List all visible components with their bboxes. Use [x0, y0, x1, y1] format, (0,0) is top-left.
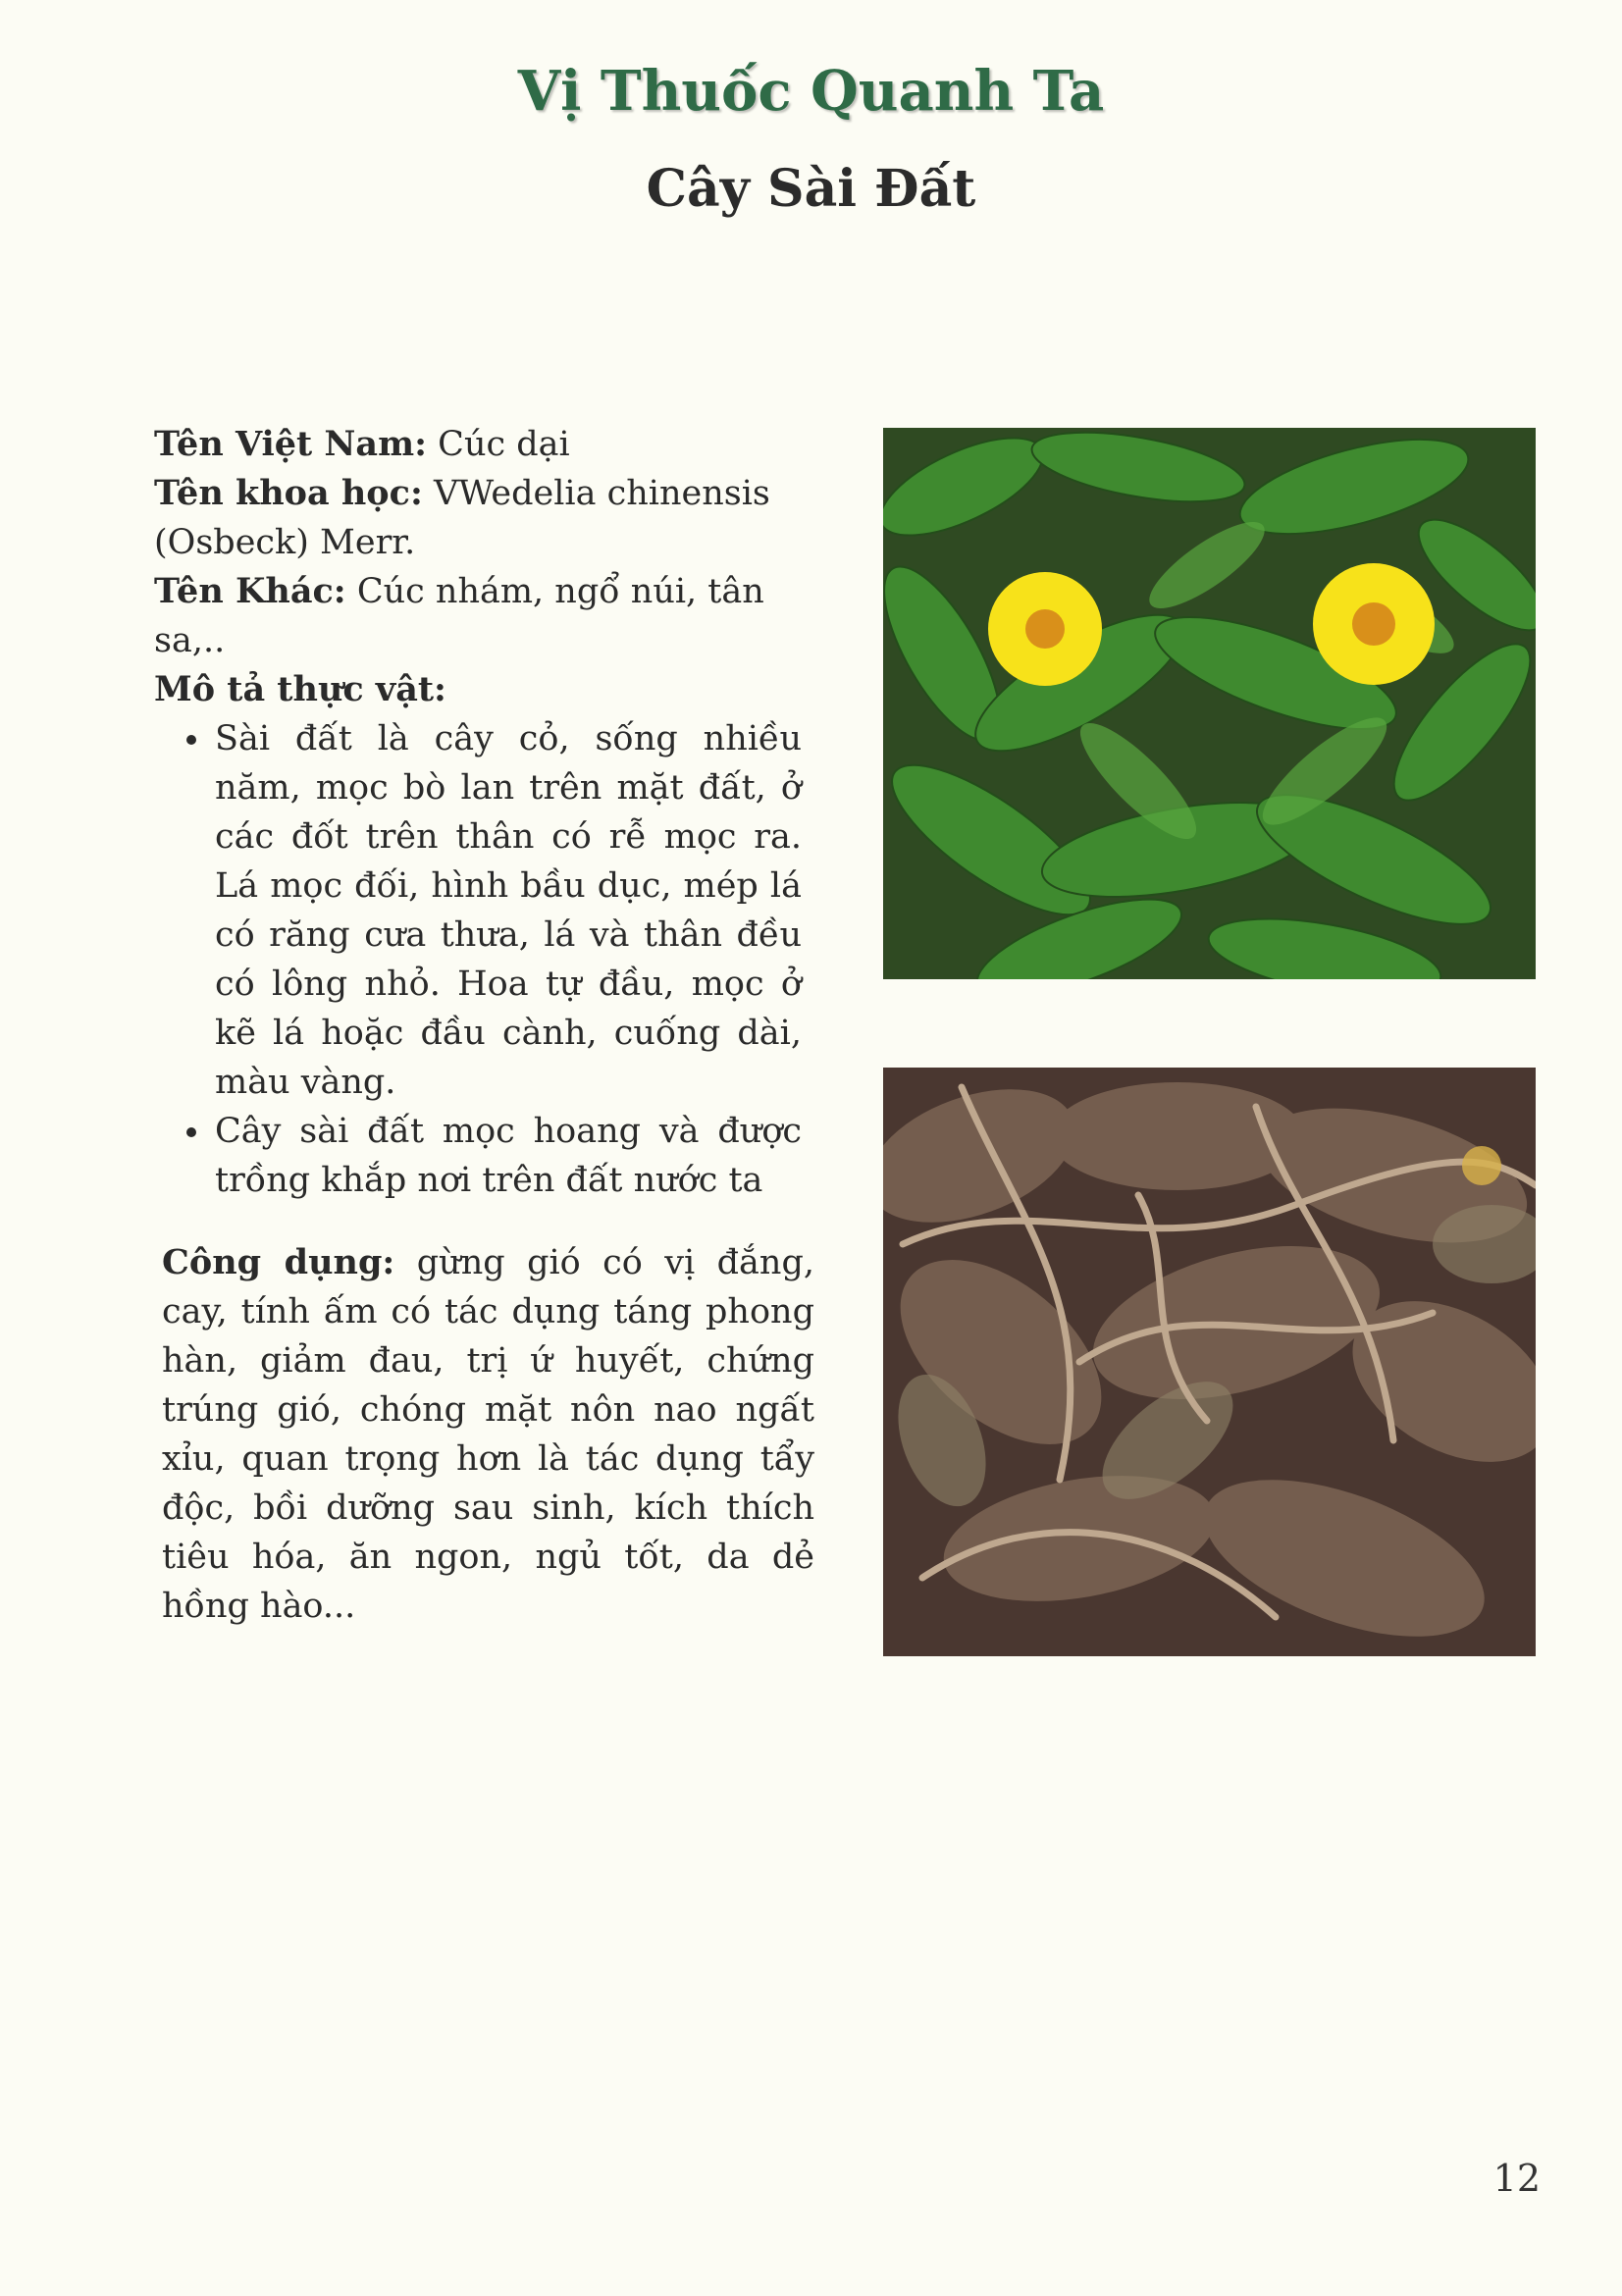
page-number: 12: [1492, 2157, 1541, 2200]
plant-info-section: [154, 420, 802, 1205]
uses-text: gừng gió có vị đắng, cay, tính ấm có tác dụng táng phong hàn, giảm đau, trị ứ huyết, chứng trúng gió, chóng mặt nôn nao ngất xỉu, quan trọng hơn là tác dụng tẩy độc, bồi dưỡng sau sinh, kích thích tiêu hóa, ăn ngon, ngủ tốt, da dẻ hồng hào...: [162, 1243, 814, 1626]
flower-left: [988, 572, 1102, 686]
vietnamese-name-value: Cúc dại: [427, 425, 570, 464]
plant-title: Cây Sài Đất: [646, 159, 976, 219]
vietnamese-name-label: Tên Việt Nam:: [154, 424, 428, 464]
fresh-plant-photo: [883, 428, 1536, 979]
flower-right: [1313, 563, 1435, 685]
scientific-name-value: VWedelia chinensis (Osbeck) Merr.: [154, 474, 770, 562]
dried-herb-photo: [883, 1068, 1536, 1656]
description-item: • Cây sài đất mọc hoang và được trồng khắp nơi trên đất nước ta: [213, 1107, 802, 1205]
description-item: • Sài đất là cây cỏ, sống nhiều năm, mọc bò lan trên mặt đất, ở các đốt trên thân có rễ mọc ra. Lá mọc đối, hình bầu dục, mép lá có răng cưa thưa, lá và thân đều có lông nhỏ. Hoa tự đầu, mọc ở kẽ lá hoặc đầu cành, cuống dài, màu vàng.: [213, 714, 802, 1107]
scientific-name-label: Tên khoa học:: [154, 473, 423, 513]
uses-label: Công dụng:: [162, 1242, 395, 1282]
scientific-name-line: [154, 469, 802, 567]
other-names-value: Cúc nhám, ngổ núi, tân sa,..: [154, 572, 764, 660]
other-names-line: [154, 567, 802, 665]
description-list: [154, 714, 802, 1205]
other-names-label: Tên Khác:: [154, 571, 346, 611]
uses-paragraph: [162, 1238, 814, 1631]
vietnamese-name-line: [154, 420, 802, 469]
series-title: Vị Thuốc Quanh Ta: [517, 59, 1105, 124]
description-label: Mô tả thực vật:: [154, 669, 446, 709]
